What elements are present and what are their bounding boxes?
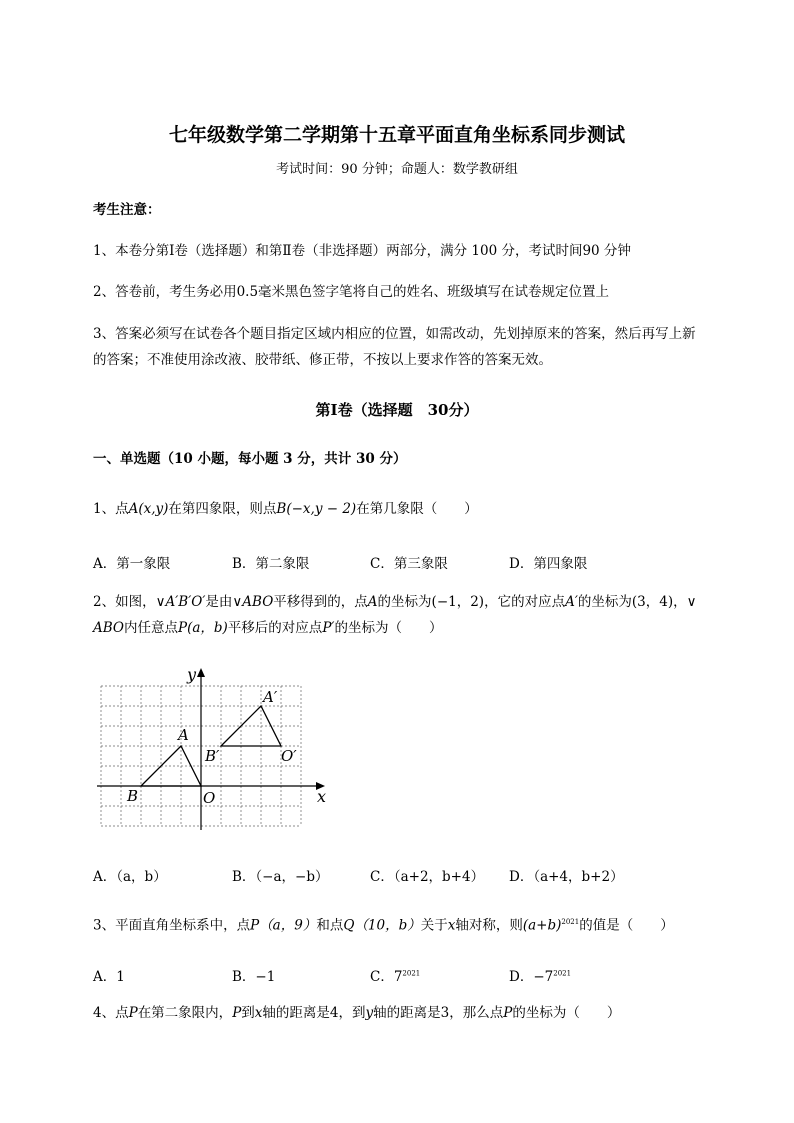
q4-text-5: 轴的距离是3，那么点 xyxy=(373,1005,504,1021)
q3-exponent: 2021 xyxy=(561,918,580,926)
question-4-stem xyxy=(93,1000,620,1026)
q1-option-a[interactable]: A．第一象限 xyxy=(93,556,171,572)
q3-option-c-label: C．7 xyxy=(370,969,403,985)
question-2-stem-line1 xyxy=(93,589,697,615)
section-title: 第Ⅰ卷（选择题 30分） xyxy=(315,401,479,419)
q4-text-1: 4、点 xyxy=(93,1005,129,1021)
q1-text-1: 1、点 xyxy=(93,501,129,517)
q1-point-a: A xyxy=(128,501,139,517)
q3-text-3: 关于 xyxy=(420,917,448,934)
q4-text-6: 的坐标为（ ） xyxy=(512,1005,621,1021)
q1-text-3: 在第几象限（ ） xyxy=(356,501,478,517)
q2-text-7: 平移后的对应点 xyxy=(227,620,323,636)
q4-axis-y: y xyxy=(365,1005,374,1021)
notice-item-1: 1、本卷分第Ⅰ卷（选择题）和第Ⅱ卷（非选择题）两部分，满分 100 分，考试时间90 分钟 xyxy=(93,243,631,259)
q2-triangle-original: ∨ABO xyxy=(232,594,274,610)
q3-text-5: 的值是（ ） xyxy=(579,917,674,934)
notice-heading: 考生注意： xyxy=(93,202,161,218)
q2-triangle-abo: ABO xyxy=(93,620,124,636)
point-a-label: A xyxy=(178,726,189,744)
q1-option-d[interactable]: D．第四象限 xyxy=(509,556,588,572)
q2-coordinate-figure xyxy=(95,662,335,832)
q2-option-c[interactable]: C．（a+2，b+4） xyxy=(370,869,485,885)
q3-option-c[interactable] xyxy=(370,965,420,985)
q3-option-d[interactable] xyxy=(509,965,571,985)
q4-point-p-2: P xyxy=(232,1005,242,1021)
point-b-label: B xyxy=(127,787,139,805)
q2-option-d[interactable]: D．（a+4，b+2） xyxy=(509,869,624,885)
q2-text-5: 的坐标为(3，4)，∨ xyxy=(577,594,697,610)
question-1-stem xyxy=(93,496,478,522)
q2-point-p: P(a，b) xyxy=(178,620,228,636)
q2-text-4: 的坐标为(−1，2)，它的对应点 xyxy=(377,594,566,610)
point-o-prime-label: O′ xyxy=(281,747,297,765)
q2-option-a[interactable]: A．（a，b） xyxy=(93,869,167,885)
q3-expression: (a+b) xyxy=(522,917,562,934)
q2-text-1: 2、如图， xyxy=(93,594,156,610)
x-axis-label: x xyxy=(317,787,327,806)
q3-text-1: 3、平面直角坐标系中，点 xyxy=(93,917,251,934)
notice-item-3: 3、答案必须写在试卷各个题目指定区域内相应的位置，如需改动，先划掉原来的答案，然后再写上新 xyxy=(93,326,696,342)
q4-axis-x: x xyxy=(254,1005,263,1021)
q3-option-d-exponent: 2021 xyxy=(553,969,572,978)
notice-item-3-cont: 的答案；不准使用涂改液、胶带纸、修正带，不按以上要求作答的答案无效。 xyxy=(93,352,552,368)
part-heading: 一、单选题（10 小题，每小题 3 分，共计 30 分） xyxy=(93,451,407,467)
q2-point-a-prime: A′ xyxy=(565,594,578,610)
q1-point-a-coords: (x,y) xyxy=(138,501,169,517)
q2-text-6: 内任意点 xyxy=(124,620,178,636)
page-subtitle: 考试时间：90 分钟；命题人：数学教研组 xyxy=(276,162,518,177)
point-a-prime-label: A′ xyxy=(263,688,278,706)
question-2-stem-line2 xyxy=(93,615,442,641)
q4-text-4: 轴的距离是4，到 xyxy=(262,1005,366,1021)
q4-point-p-1: P xyxy=(128,1005,138,1021)
q1-point-b: B xyxy=(276,501,287,517)
q2-triangle-image: ∨A′B′O′ xyxy=(155,594,206,610)
q3-option-a[interactable]: A．1 xyxy=(93,969,125,985)
q2-text-2: 是由 xyxy=(205,594,233,610)
q4-point-p-3: P xyxy=(503,1005,513,1021)
q1-point-b-coords: (−x,y − 2) xyxy=(286,501,357,517)
q3-option-d-label: D．−7 xyxy=(509,969,554,985)
notice-item-2: 2、答卷前，考生务必用0.5毫米黑色签字笔将自己的姓名、班级填写在试卷规定位置上 xyxy=(93,284,610,300)
q3-axis-x: x xyxy=(447,917,456,934)
q3-text-4: 轴对称，则 xyxy=(455,917,523,934)
q2-text-8: 的坐标为（ ） xyxy=(334,620,443,636)
point-b-prime-label: B′ xyxy=(205,747,220,765)
origin-label: O xyxy=(203,789,216,807)
q1-option-b[interactable]: B．第二象限 xyxy=(232,556,310,572)
q3-point-q: Q（10，b） xyxy=(343,917,421,934)
q4-text-2: 在第二象限内， xyxy=(137,1005,233,1021)
page-title: 七年级数学第二学期第十五章平面直角坐标系同步测试 xyxy=(168,124,625,146)
y-axis-label: y xyxy=(187,665,197,684)
q2-option-b[interactable]: B．（−a，−b） xyxy=(232,869,329,885)
q2-text-3: 平移得到的，点 xyxy=(273,594,368,610)
q2-point-a: A xyxy=(367,594,378,610)
q3-text-2: 和点 xyxy=(316,917,344,934)
q1-text-2: 在第四象限，则点 xyxy=(168,501,277,517)
q4-text-3: 到 xyxy=(241,1005,255,1021)
question-3-stem xyxy=(93,909,674,939)
q2-point-p-prime: P′ xyxy=(322,620,335,636)
q1-option-c[interactable]: C．第三象限 xyxy=(370,556,448,572)
q3-option-c-exponent: 2021 xyxy=(402,969,421,978)
q3-point-p: P（a，9） xyxy=(250,917,317,934)
q3-option-b[interactable]: B．−1 xyxy=(232,969,276,985)
